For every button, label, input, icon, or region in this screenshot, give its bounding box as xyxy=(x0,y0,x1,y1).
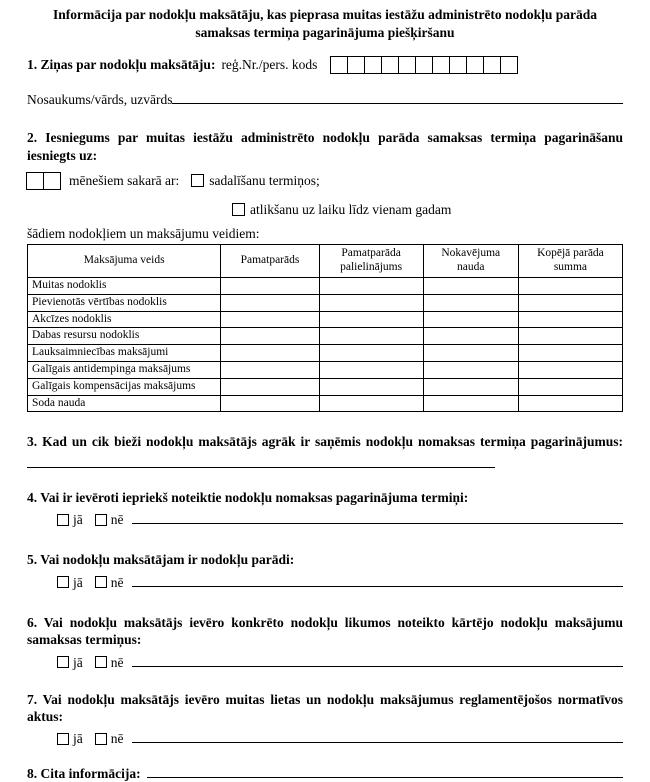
table-row xyxy=(28,278,623,295)
reg-code-cell[interactable] xyxy=(398,56,416,74)
name-row xyxy=(27,91,623,108)
q5-yes-label: jā xyxy=(73,574,83,590)
table-header-row xyxy=(28,245,623,278)
q4-answer-line[interactable] xyxy=(132,523,624,524)
reg-code-cell[interactable] xyxy=(364,56,382,74)
payment-type-cell: Galīgais kompensācijas maksājums xyxy=(28,378,221,395)
form-title: Informācija par nodokļu maksātāju, kas pieprasa muitas iestāžu administrēto nodokļu parāda samaksas termiņa pagarinājuma piešķiršanu xyxy=(53,7,597,40)
name-label: Nosaukums/vārds, uzvārds xyxy=(27,92,173,108)
reg-code-boxes[interactable] xyxy=(331,56,518,74)
reg-code-cell[interactable] xyxy=(432,56,450,74)
split-into-terms-label: sadalīšanu termiņos; xyxy=(209,173,320,189)
amount-input-cell[interactable] xyxy=(518,378,622,395)
q4-yes-label: jā xyxy=(73,512,83,528)
defer-up-to-year-label: atlikšanu uz laiku līdz vienam gadam xyxy=(250,201,452,217)
table-intro: šādiem nodokļiem un maksājumu veidiem: xyxy=(27,226,260,242)
q4-no-checkbox[interactable] xyxy=(95,514,107,526)
question-4-heading: 4. Vai ir ievēroti iepriekš noteiktie nodokļu nomaksas pagarinājuma termiņi: xyxy=(27,489,469,505)
section1-heading: 1. Ziņas par nodokļu maksātāju: xyxy=(27,57,216,73)
payment-type-cell: Soda nauda xyxy=(28,395,221,412)
q6-yes-checkbox[interactable] xyxy=(57,656,69,668)
amount-input-cell[interactable] xyxy=(319,378,423,395)
q5-answer-line[interactable] xyxy=(132,586,624,587)
amount-input-cell[interactable] xyxy=(423,328,518,345)
q7-yes-checkbox[interactable] xyxy=(57,733,69,745)
defer-row xyxy=(232,201,623,218)
amount-input-cell[interactable] xyxy=(221,328,319,345)
question-7-heading: 7. Vai nodokļu maksātājs ievēro muitas lietas un nodokļu maksājumus reglamentējošos normatīvos aktus: xyxy=(27,691,623,725)
amount-input-cell[interactable] xyxy=(518,294,622,311)
amount-input-cell[interactable] xyxy=(221,362,319,379)
table-row xyxy=(28,311,623,328)
q6-no-checkbox[interactable] xyxy=(95,656,107,668)
q4-no-label: nē xyxy=(110,512,124,528)
amount-input-cell[interactable] xyxy=(423,345,518,362)
payment-type-cell: Galīgais antidempinga maksājums xyxy=(28,362,221,379)
q7-yes-label: jā xyxy=(73,731,83,747)
question-7-answer-row xyxy=(57,730,623,747)
amount-input-cell[interactable] xyxy=(423,362,518,379)
months-label: mēnešiem sakarā ar: xyxy=(69,173,180,189)
reg-code-cell[interactable] xyxy=(347,56,365,74)
amount-input-cell[interactable] xyxy=(221,294,319,311)
reg-code-cell[interactable] xyxy=(449,56,467,74)
q6-yes-label: jā xyxy=(73,654,83,670)
q4-yes-checkbox[interactable] xyxy=(57,514,69,526)
table-column-header: Pamatparāds xyxy=(221,245,319,278)
amount-input-cell[interactable] xyxy=(221,395,319,412)
amount-input-cell[interactable] xyxy=(319,345,423,362)
question-3-answer-line[interactable] xyxy=(27,455,495,468)
table-row xyxy=(28,294,623,311)
question-4-answer-row xyxy=(57,511,623,528)
payment-type-cell: Lauksaimniecības maksājumi xyxy=(28,345,221,362)
payment-type-cell: Muitas nodoklis xyxy=(28,278,221,295)
amount-input-cell[interactable] xyxy=(221,345,319,362)
months-input-boxes[interactable] xyxy=(27,172,61,190)
amount-input-cell[interactable] xyxy=(518,328,622,345)
amount-input-cell[interactable] xyxy=(319,362,423,379)
question-8-answer-line[interactable] xyxy=(147,777,623,778)
amount-input-cell[interactable] xyxy=(423,378,518,395)
amount-input-cell[interactable] xyxy=(319,294,423,311)
q6-answer-line[interactable] xyxy=(132,666,624,667)
table-column-header: Kopējā parāda summa xyxy=(518,245,622,278)
months-digit-cell[interactable] xyxy=(26,172,44,190)
table-column-header: Nokavējuma nauda xyxy=(423,245,518,278)
amount-input-cell[interactable] xyxy=(423,395,518,412)
amount-input-cell[interactable] xyxy=(423,311,518,328)
q6-no-label: nē xyxy=(110,654,124,670)
amount-input-cell[interactable] xyxy=(221,278,319,295)
question-5-answer-row xyxy=(57,574,623,591)
payment-type-cell: Dabas resursu nodoklis xyxy=(28,328,221,345)
table-row xyxy=(28,328,623,345)
section2-heading: 2. Iesniegums par muitas iestāžu administrēto nodokļu parāda samaksas termiņa pagarināšanu iesniegts uz: xyxy=(27,130,623,163)
amount-input-cell[interactable] xyxy=(319,328,423,345)
question-3-heading: 3. Kad un cik bieži nodokļu maksātājs agrāk ir saņēmis nodokļu nomaksas termiņa pagarinājumus: xyxy=(27,434,623,450)
question-5-heading: 5. Vai nodokļu maksātājam ir nodokļu parādi: xyxy=(27,552,295,568)
section1-row xyxy=(27,56,623,74)
q7-no-checkbox[interactable] xyxy=(95,733,107,745)
amount-input-cell[interactable] xyxy=(319,395,423,412)
question-8-heading: 8. Cita informācija: xyxy=(27,765,141,781)
reg-code-cell[interactable] xyxy=(381,56,399,74)
amount-input-cell[interactable] xyxy=(518,345,622,362)
table-column-header: Pamatparāda palielinājums xyxy=(319,245,423,278)
q7-no-label: nē xyxy=(110,731,124,747)
question-4 xyxy=(27,489,623,529)
amount-input-cell[interactable] xyxy=(518,362,622,379)
name-input-line[interactable] xyxy=(172,103,623,104)
amount-input-cell[interactable] xyxy=(518,395,622,412)
question-6-answer-row xyxy=(57,654,623,671)
question-3 xyxy=(27,433,623,468)
amount-input-cell[interactable] xyxy=(423,278,518,295)
split-into-terms-checkbox[interactable] xyxy=(191,174,204,187)
amount-input-cell[interactable] xyxy=(423,294,518,311)
amount-input-cell[interactable] xyxy=(319,311,423,328)
reg-number-label: reģ.Nr./pers. kods xyxy=(221,57,318,73)
table-row xyxy=(28,378,623,395)
amount-input-cell[interactable] xyxy=(221,311,319,328)
tax-amounts-table xyxy=(27,244,623,412)
table-row xyxy=(28,362,623,379)
reg-code-cell[interactable] xyxy=(330,56,348,74)
q7-answer-line[interactable] xyxy=(132,742,624,743)
months-digit-cell[interactable] xyxy=(43,172,61,190)
payment-type-cell: Pievienotās vērtības nodoklis xyxy=(28,294,221,311)
amount-input-cell[interactable] xyxy=(518,278,622,295)
payment-type-cell: Akcīzes nodoklis xyxy=(28,311,221,328)
reg-code-cell[interactable] xyxy=(466,56,484,74)
question-8 xyxy=(27,765,623,782)
reg-code-cell[interactable] xyxy=(483,56,501,74)
amount-input-cell[interactable] xyxy=(518,311,622,328)
months-row xyxy=(27,172,623,190)
reg-code-cell[interactable] xyxy=(415,56,433,74)
defer-up-to-year-checkbox[interactable] xyxy=(232,203,245,216)
q5-no-label: nē xyxy=(110,574,124,590)
q5-no-checkbox[interactable] xyxy=(95,576,107,588)
question-6 xyxy=(27,614,623,671)
question-7 xyxy=(27,691,623,748)
reg-code-cell[interactable] xyxy=(500,56,518,74)
amount-input-cell[interactable] xyxy=(221,378,319,395)
table-column-header: Maksājuma veids xyxy=(28,245,221,278)
q5-yes-checkbox[interactable] xyxy=(57,576,69,588)
question-6-heading: 6. Vai nodokļu maksātājs ievēro konkrēto nodokļu likumos noteikto kārtējo nodokļu maksājumu samaksas termiņus: xyxy=(27,614,623,648)
table-row xyxy=(28,395,623,412)
question-5 xyxy=(27,551,623,591)
table-row xyxy=(28,345,623,362)
amount-input-cell[interactable] xyxy=(319,278,423,295)
